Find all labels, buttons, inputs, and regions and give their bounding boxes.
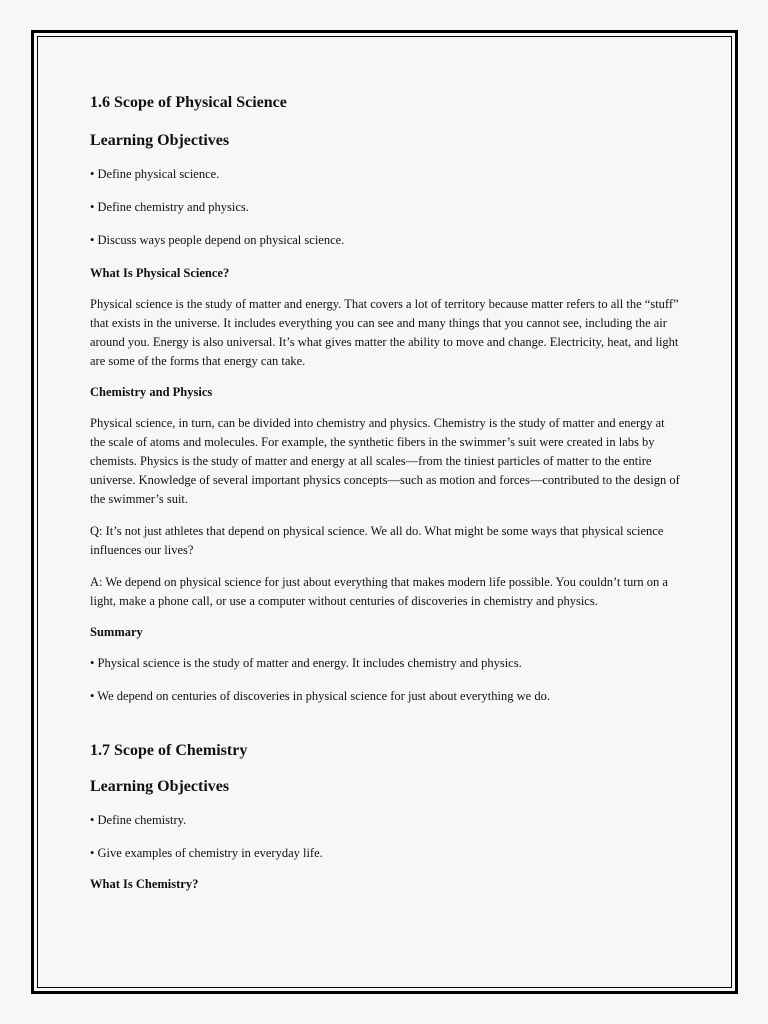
- chemistry-and-physics-heading: Chemistry and Physics: [90, 385, 213, 399]
- what-is-physical-science-heading: What Is Physical Science?: [90, 266, 230, 280]
- objective-item: • Define physical science.: [90, 167, 220, 181]
- page-content: [90, 92, 680, 893]
- question-paragraph: Q: It’s not just athletes that depend on physical science. We all do. What might be some ways that physical science influences our lives?: [90, 524, 664, 557]
- objective-item: • Discuss ways people depend on physical science.: [90, 233, 345, 247]
- objective-item: • Give examples of chemistry in everyday life.: [90, 846, 323, 860]
- section-1-6-objectives-heading: Learning Objectives: [90, 132, 230, 149]
- objective-item: • Define chemistry.: [90, 813, 187, 827]
- what-is-chemistry-heading: What Is Chemistry?: [90, 877, 199, 891]
- summary-item: • Physical science is the study of matter and energy. It includes chemistry and physics.: [90, 656, 522, 670]
- objective-item: • Define chemistry and physics.: [90, 200, 249, 214]
- section-1-7-title: 1.7 Scope of Chemistry: [90, 742, 248, 759]
- what-is-physical-science-paragraph: Physical science is the study of matter and energy. That covers a lot of territory because matter refers to all the “stuff” that exists in the universe. It includes everything you can see and many things that you cannot see, including the air around you. Energy is also universal. It’s what gives matter the ability to move and change. Electricity, heat, and light are some of the forms that energy can take.: [90, 297, 679, 368]
- summary-heading: Summary: [90, 625, 143, 639]
- section-1-6-title: 1.6 Scope of Physical Science: [90, 94, 287, 111]
- section-1-7-objectives-heading: Learning Objectives: [90, 778, 230, 795]
- answer-paragraph: A: We depend on physical science for just about everything that makes modern life possible. You couldn’t turn on a light, make a phone call, or use a computer without centuries of discoveries in chemistry and physics.: [90, 575, 668, 608]
- summary-item: • We depend on centuries of discoveries in physical science for just about everything we do.: [90, 689, 550, 703]
- chemistry-and-physics-paragraph: Physical science, in turn, can be divided into chemistry and physics. Chemistry is the study of matter and energy at the scale of atoms and molecules. For example, the synthetic fibers in the swimmer’s suit were created in labs by chemists. Physics is the study of matter and energy at all scales—from the tiniest particles of matter to the entire universe. Knowledge of several important physics concepts—such as motion and forces—contributed to the design of the swimmer’s suit.: [90, 416, 680, 506]
